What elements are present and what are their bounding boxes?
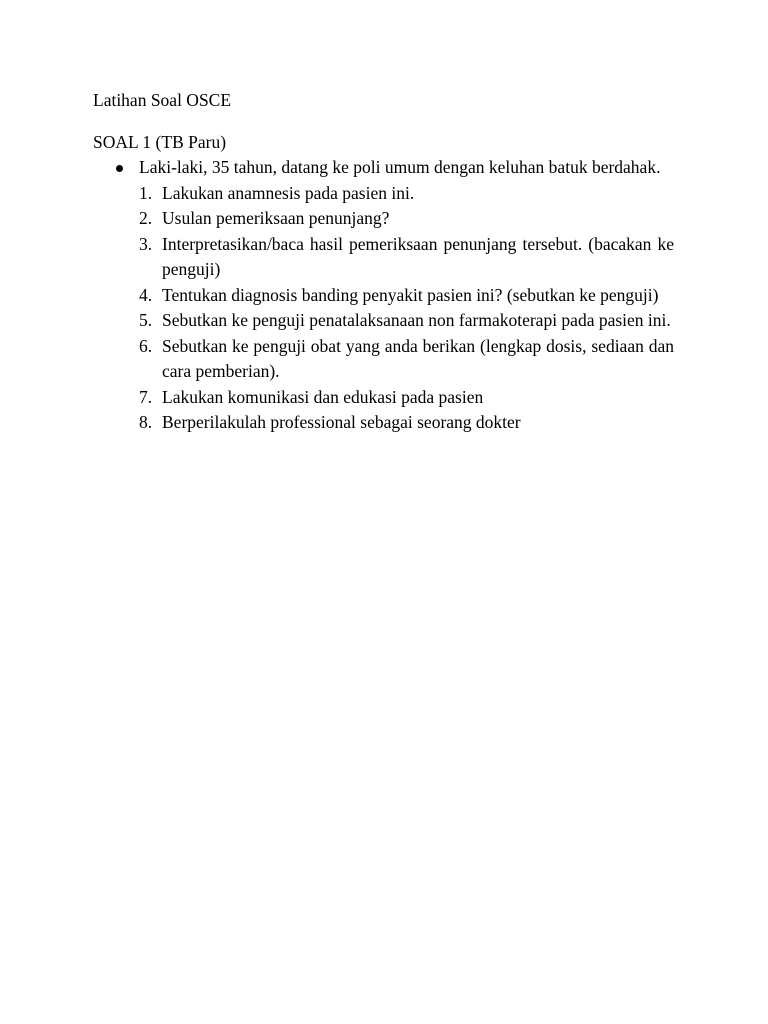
question-item [139, 410, 674, 436]
question-number: 4. [139, 284, 153, 305]
question-item [139, 283, 674, 309]
question-number: 3. [139, 233, 153, 254]
question-text: Tentukan diagnosis banding penyakit pasien ini? (sebutkan ke penguji) [162, 284, 659, 305]
question-number: 6. [139, 335, 153, 356]
question-number: 2. [139, 208, 153, 228]
section-heading: SOAL 1 (TB Paru) [93, 132, 227, 152]
question-item [139, 308, 674, 334]
question-item [139, 181, 674, 207]
question-number: 7. [139, 386, 153, 407]
question-text: Sebutkan ke penguji penatalaksanaan non farmakoterapi pada pasien ini. [162, 310, 671, 330]
question-text: Berperilakulah professional sebagai seorang dokter [162, 412, 521, 432]
question-text: Lakukan anamnesis pada pasien ini. [162, 182, 415, 203]
document-title: Latihan Soal OSCE [93, 90, 232, 110]
question-list [139, 181, 674, 436]
question-number: 5. [139, 310, 153, 330]
question-text: Usulan pemeriksaan penunjang? [162, 208, 390, 228]
bullet-dot-icon [116, 165, 123, 172]
case-statement: Laki-laki, 35 tahun, datang ke poli umum dengan keluhan batuk berdahak. [139, 157, 661, 177]
case-bullet [116, 155, 674, 181]
question-item [139, 206, 674, 232]
question-text: Lakukan komunikasi dan edukasi pada pasien [162, 386, 484, 407]
question-item [139, 232, 674, 283]
question-number: 8. [139, 412, 153, 432]
question-item [139, 334, 674, 385]
question-item [139, 385, 674, 411]
question-number: 1. [139, 182, 153, 203]
case-block [116, 155, 674, 436]
question-text: Sebutkan ke penguji obat yang anda berikan (lengkap dosis, sediaan dan cara pemberian). [162, 335, 674, 381]
question-text: Interpretasikan/baca hasil pemeriksaan penunjang tersebut. (bacakan ke penguji) [162, 233, 674, 279]
